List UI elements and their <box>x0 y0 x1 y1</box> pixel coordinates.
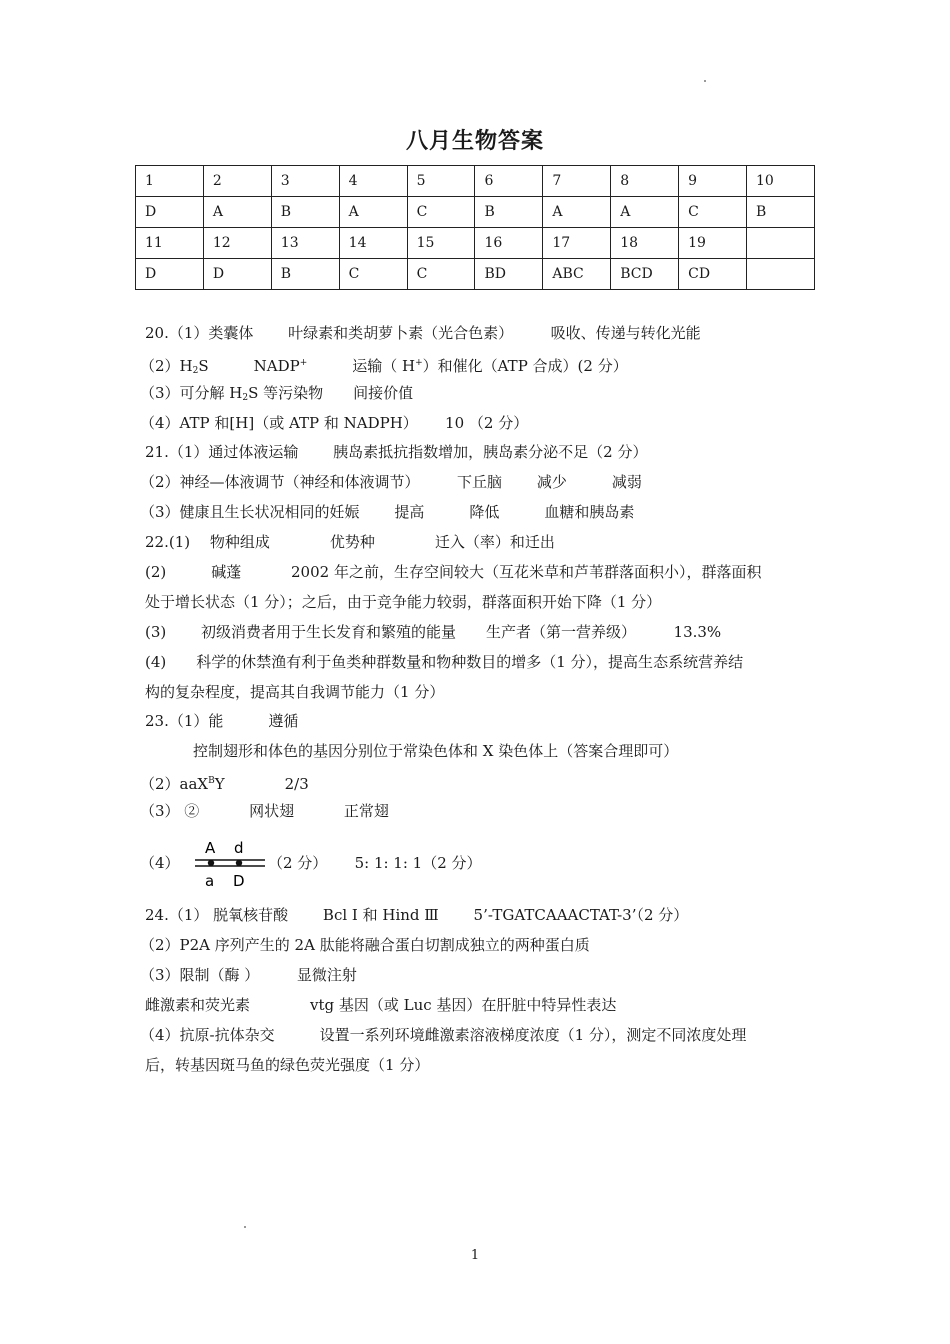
q23-line-5-text: （2 分） 5: 1: 1: 1（2 分） <box>268 854 482 872</box>
answer-table-cell: C <box>407 259 475 290</box>
answer-table-cell: D <box>203 259 271 290</box>
q22-line-3: 处于增长状态（1 分）；之后，由于竞争能力较弱，群落面积开始下降（1 分） <box>145 593 662 611</box>
answer-table-row <box>136 228 815 259</box>
answer-table-cell: C <box>407 197 475 228</box>
q23-line-1: 23.（1）能 遵循 <box>145 712 299 730</box>
answer-table-cell: 16 <box>475 228 543 259</box>
answer-table-cell: C <box>679 197 747 228</box>
gene-label-bottom-left: a <box>205 872 215 890</box>
q21-line-3: （3）健康且生长状况相同的妊娠 提高 降低 血糖和胰岛素 <box>140 503 635 521</box>
answer-table-cell: B <box>271 197 339 228</box>
answer-table-cell: 1 <box>136 166 204 197</box>
answer-table-cell: C <box>339 259 407 290</box>
answer-table-cell: 9 <box>679 166 747 197</box>
answer-table-cell: 19 <box>679 228 747 259</box>
answer-table-cell: 10 <box>747 166 815 197</box>
answer-table-cell: CD <box>679 259 747 290</box>
answer-table-cell: 7 <box>543 166 611 197</box>
q20-line-2: $(2)H_2S$ NADP+ 运输（ H+）和催化（ATP 合成）(2 分） <box>140 357 628 376</box>
chromosome-gene-diagram <box>193 838 269 892</box>
q24-line-3: （3）限制（酶 ） 显微注射 <box>140 966 357 984</box>
q22-line-4: (3) 初级消费者用于生长发育和繁殖的能量 生产者（第一营养级） 13.3% <box>145 623 722 641</box>
answer-table-cell: 14 <box>339 228 407 259</box>
answer-table-cell: 18 <box>611 228 679 259</box>
answer-table-cell: 2 <box>203 166 271 197</box>
page-number: 1 <box>470 1248 480 1263</box>
answer-table-cell: 15 <box>407 228 475 259</box>
answer-table-cell: 12 <box>203 228 271 259</box>
answer-table-cell: BD <box>475 259 543 290</box>
q22-line-6: 构的复杂程度，提高其自我调节能力（1 分） <box>145 683 445 701</box>
q20-line-4: （4）ATP 和[H]（或 ATP 和 NADPH） 10 （2 分） <box>140 414 529 432</box>
q21-line-1: 21.（1）通过体液运输 胰岛素抵抗指数增加，胰岛素分泌不足（2 分） <box>145 443 648 461</box>
answer-table-row <box>136 197 815 228</box>
gene-label-bottom-right: D <box>233 872 245 890</box>
q22-line-2: (2) 碱蓬 2002 年之前，生存空间较大（互花米草和芦苇群落面积小），群落面积 <box>145 563 762 581</box>
answer-table-cell: A <box>543 197 611 228</box>
gene-label-top-right: d <box>234 839 244 857</box>
q23-line-3: （2）aaX$^B$Y 2/3 <box>140 775 309 793</box>
answer-table-cell: 5 <box>407 166 475 197</box>
q24-line-5: （4）抗原-抗体杂交 设置一系列环境雌激素溶液梯度浓度（1 分），测定不同浓度处理 <box>140 1026 747 1044</box>
answer-table-cell: D <box>136 197 204 228</box>
answer-table-cell: A <box>339 197 407 228</box>
answer-table-cell: B <box>271 259 339 290</box>
answer-table-row <box>136 166 815 197</box>
q24-line-1: 24.（1） 脱氧核苷酸 Bcl I 和 Hind Ⅲ 5’-TGATCAAACTAT-3’（2 分） <box>145 906 689 924</box>
answer-table-cell <box>747 228 815 259</box>
answer-table-cell: 17 <box>543 228 611 259</box>
q23-line-4: （3） ② 网状翅 正常翅 <box>140 802 389 820</box>
answer-table <box>135 165 815 290</box>
answer-table-cell: BCD <box>611 259 679 290</box>
gene-label-top-left: A <box>205 839 216 857</box>
answer-table-row <box>136 259 815 290</box>
q23-line-5-label: （4） <box>140 854 180 872</box>
answer-table-cell: 3 <box>271 166 339 197</box>
q20-line-1: 20.（1）类囊体 叶绿素和类胡萝卜素（光合色素） 吸收、传递与转化光能 <box>145 324 701 342</box>
q22-line-1: 22.(1) 物种组成 优势种 迁入（率）和迁出 <box>145 533 555 551</box>
corner-mark-dot <box>704 80 706 82</box>
answer-table-cell: 6 <box>475 166 543 197</box>
q24-line-6: 后，转基因斑马鱼的绿色荧光强度（1 分） <box>145 1056 430 1074</box>
page-title: 八月生物答案 <box>405 129 544 154</box>
q23-line-2: 控制翅形和体色的基因分别位于常染色体和 X 染色体上（答案合理即可） <box>193 742 679 760</box>
answer-table-cell: B <box>475 197 543 228</box>
answer-table-cell <box>747 259 815 290</box>
answer-table-cell: ABC <box>543 259 611 290</box>
q22-line-5: (4) 科学的休禁渔有利于鱼类种群数量和物种数目的增多（1 分），提高生态系统营养结 <box>145 653 744 671</box>
footer-mark-dot <box>244 1226 246 1228</box>
q24-line-2: （2）P2A 序列产生的 2A 肽能将融合蛋白切割成独立的两种蛋白质 <box>140 936 590 954</box>
q20-line-3: （3）可分解 $H_2S$ 等污染物 间接价值 <box>140 384 414 403</box>
answer-table-cell: 8 <box>611 166 679 197</box>
answer-table-cell: 4 <box>339 166 407 197</box>
answer-table-cell: D <box>136 259 204 290</box>
q21-line-2: （2）神经—体液调节（神经和体液调节） 下丘脑 减少 减弱 <box>140 473 642 491</box>
answer-table-cell: B <box>747 197 815 228</box>
answer-table-cell: A <box>203 197 271 228</box>
answer-table-cell: A <box>611 197 679 228</box>
answer-table-cell: 11 <box>136 228 204 259</box>
centromere-right <box>236 860 242 866</box>
answer-table-cell: 13 <box>271 228 339 259</box>
q24-line-4: 雌激素和荧光素 vtg 基因（或 Luc 基因）在肝脏中特异性表达 <box>145 996 617 1014</box>
centromere-left <box>208 860 214 866</box>
